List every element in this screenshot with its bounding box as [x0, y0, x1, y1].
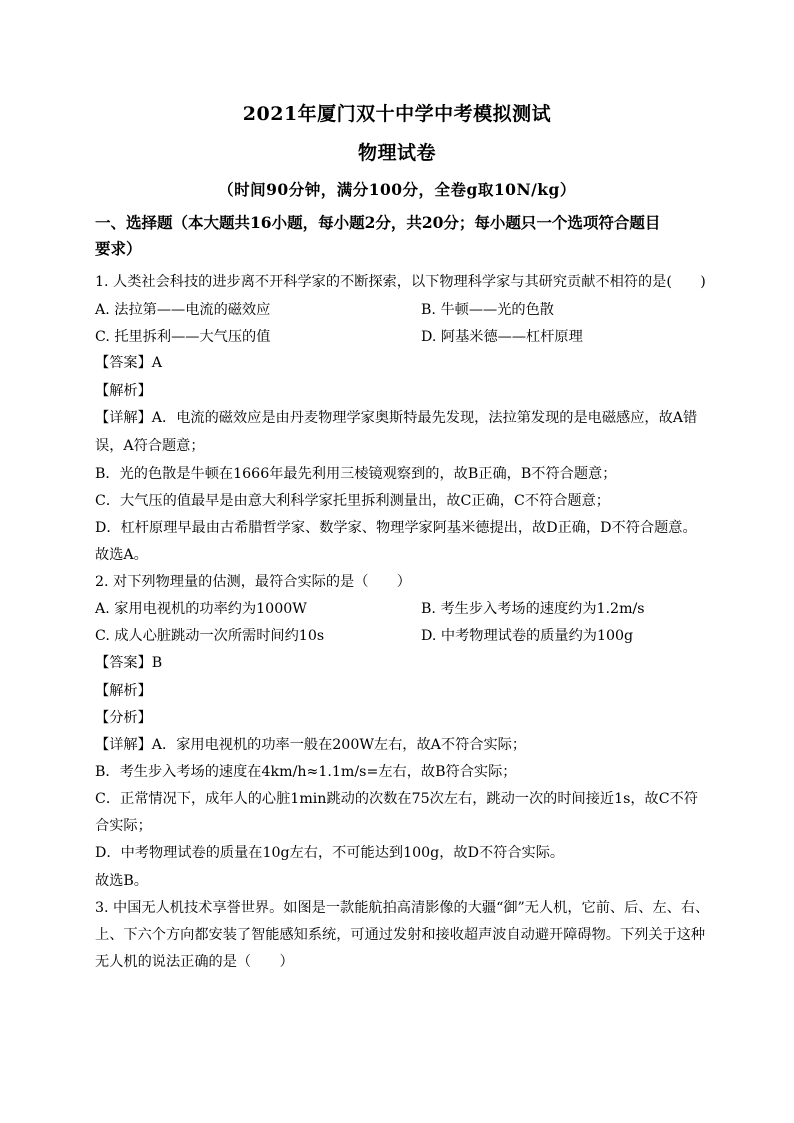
q1-stem: 1. 人类社会科技的进步离不开科学家的不断探索，以下物理科学家与其研究贡献不相符的是( ) [95, 274, 706, 290]
answer-label: 【答案】 [95, 655, 152, 671]
q2-fenxi-label: 【分析】 [95, 710, 152, 726]
q2-detail-line5: D．中考物理试卷的质量在10g左右，不可能达到100g，故D不符合实际。 [95, 845, 565, 861]
detail-label: 【详解】 [95, 410, 152, 426]
q1-detail-line4: C．大气压的值最早是由意大利科学家托里拆利测量出，故C正确，C不符合题意； [95, 493, 610, 509]
q2-option-a: A. 家用电视机的功率约为1000W [95, 601, 307, 617]
q1-detail-text1: A．电流的磁效应是由丹麦物理学家奥斯特最先发现，法拉第发现的是电磁感应，故A错 [151, 410, 698, 426]
q1-option-c: C. 托里拆利——大气压的值 [95, 329, 271, 345]
q1-answer-value: A [151, 355, 163, 371]
q3-stem-line2: 上、下六个方向都安装了智能感知系统，可通过发射和接收超声波自动避开障碍物。下列关于这种 [95, 927, 706, 943]
q2-detail-line1 [95, 735, 526, 755]
q1-detail-line5: D．杠杆原理早最由古希腊哲学家、数学家、物理学家阿基米德提出，故D正确，D不符合题意。 [95, 520, 697, 536]
q2-option-b: B. 考生步入考场的速度约为1.2m/s [421, 601, 645, 617]
q1-detail-line2: 误，A符合题意； [95, 438, 205, 454]
q2-answer-value: B [151, 655, 163, 671]
q2-detail-text1: A．家用电视机的功率一般在200W左右，故A不符合实际； [151, 737, 527, 753]
q1-detail-line1 [95, 408, 697, 428]
q2-detail-line4: 合实际； [95, 818, 152, 834]
q3-stem-line3: 无人机的说法正确的是（ ） [95, 954, 294, 970]
q2-answer [95, 653, 162, 673]
q1-answer [95, 353, 162, 373]
answer-label: 【答案】 [95, 355, 152, 371]
section-heading-line1: 一、选择题（本大题共16小题，每小题2分，共20分；每小题只一个选项符合题目 [95, 213, 661, 232]
q2-conclusion: 故选B。 [95, 873, 148, 889]
q3-stem-line1: 3. 中国无人机技术享誉世界。如图是一款能航拍高清影像的大疆“御”无人机，它前、后、左、右、 [95, 900, 710, 916]
q2-detail-line2: B．考生步入考场的速度在4km/h≈1.1m/s=左右，故B符合实际； [95, 764, 517, 780]
q1-analysis-label: 【解析】 [95, 383, 152, 399]
q1-option-d: D. 阿基米德——杠杆原理 [421, 329, 583, 345]
q1-option-a: A. 法拉第——电流的磁效应 [95, 302, 271, 318]
q2-option-d: D. 中考物理试卷的质量约为100g [421, 628, 634, 644]
q2-detail-line3: C．正常情况下，成年人的心脏1min跳动的次数在75次左右，跳动一次的时间接近1s，故C不符 [95, 791, 698, 807]
q1-option-b: B. 牛顿——光的色散 [421, 302, 554, 318]
exam-title: 2021年厦门双十中学中考模拟测试 [242, 103, 552, 125]
q2-stem: 2. 对下列物理量的估测，最符合实际的是（ ） [95, 574, 411, 590]
section-heading-line2: 要求） [95, 239, 142, 258]
q2-option-c: C. 成人心脏跳动一次所需时间约10s [95, 628, 325, 644]
detail-label: 【详解】 [95, 737, 152, 753]
exam-info: （时间90分钟，满分100分，全卷g取10N/kg） [218, 180, 576, 199]
q1-detail-line3: B．光的色散是牛顿在1666年最先利用三棱镜观察到的，故B正确，B不符合题意； [95, 466, 617, 482]
q2-analysis-label: 【解析】 [95, 683, 152, 699]
exam-subtitle: 物理试卷 [357, 142, 436, 164]
q1-conclusion: 故选A。 [95, 547, 148, 563]
